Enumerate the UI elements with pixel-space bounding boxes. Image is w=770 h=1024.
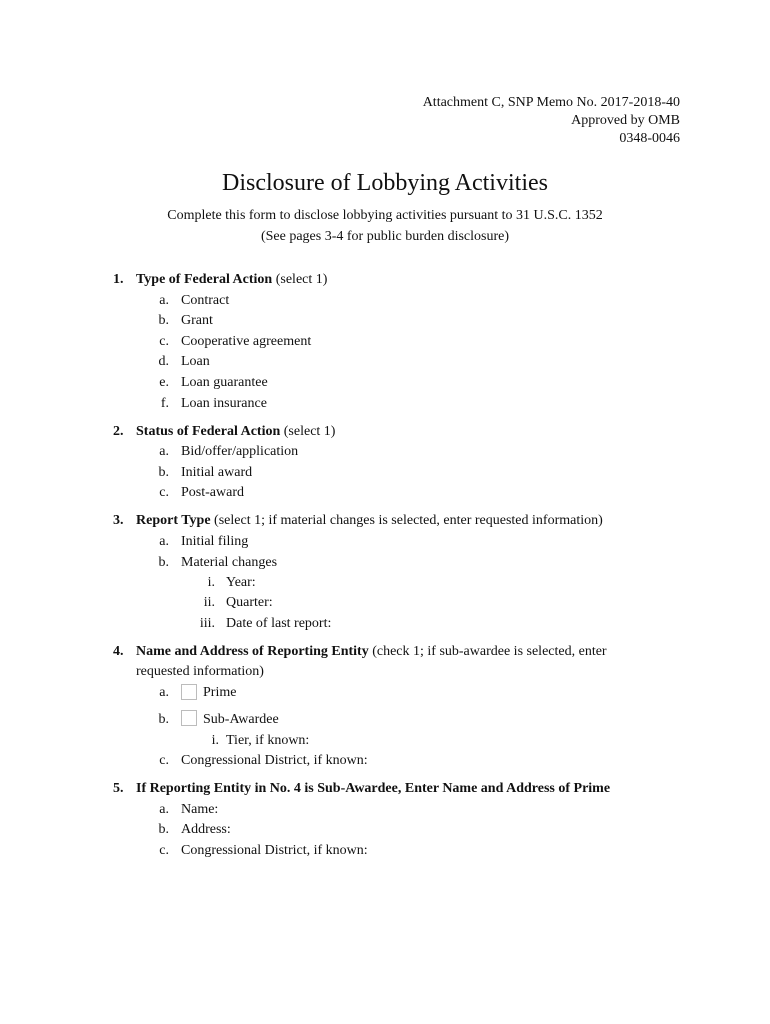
section-title: If Reporting Entity in No. 4 is Sub-Awardee, Enter Name and Address of Prime bbox=[136, 781, 611, 796]
item-text: Date of last report: bbox=[226, 616, 332, 631]
item-text: Loan insurance bbox=[181, 396, 267, 411]
item-text: Cooperative agreement bbox=[181, 334, 312, 349]
item-text: Name: bbox=[181, 802, 219, 817]
item-letter: b. bbox=[158, 555, 169, 570]
item-roman: ii. bbox=[203, 595, 215, 610]
header-approval: Approved by OMB bbox=[571, 113, 680, 128]
item-letter: a. bbox=[159, 293, 169, 308]
item-letter: c. bbox=[159, 753, 169, 768]
item-text: Loan bbox=[181, 354, 210, 369]
item-text: Address: bbox=[181, 822, 231, 837]
sub-awardee-checkbox[interactable] bbox=[181, 710, 197, 726]
section-title: Status of Federal Action bbox=[136, 424, 281, 439]
section-title: Report Type bbox=[136, 513, 211, 528]
item-text: Initial award bbox=[181, 465, 253, 480]
section-2-heading bbox=[113, 422, 335, 442]
item-letter: a. bbox=[159, 685, 169, 700]
item-letter: c. bbox=[159, 843, 169, 858]
item-roman: i. bbox=[211, 733, 219, 748]
item-text: Post-award bbox=[181, 485, 244, 500]
item-letter: f. bbox=[160, 396, 169, 411]
item-letter: a. bbox=[159, 802, 169, 817]
item-text: Loan guarantee bbox=[181, 375, 268, 390]
item-letter: d. bbox=[158, 354, 169, 369]
section-3-heading bbox=[113, 511, 603, 531]
header-attachment: Attachment C, SNP Memo No. 2017-2018-40 bbox=[422, 95, 680, 110]
item-letter: b. bbox=[158, 822, 169, 837]
item-letter: e. bbox=[159, 375, 169, 390]
section-4-heading bbox=[113, 642, 607, 662]
item-letter: b. bbox=[158, 712, 169, 727]
checkbox-label: Prime bbox=[203, 685, 237, 700]
item-text: Tier, if known: bbox=[226, 733, 310, 748]
section-number: 1. bbox=[113, 272, 124, 287]
section-note: (select 1) bbox=[272, 272, 328, 287]
section-number: 2. bbox=[113, 424, 124, 439]
item-letter: b. bbox=[158, 465, 169, 480]
item-letter: a. bbox=[159, 534, 169, 549]
item-text: Contract bbox=[181, 293, 230, 308]
subtitle-burden: (See pages 3-4 for public burden disclosure) bbox=[260, 229, 510, 244]
page-title: Disclosure of Lobbying Activities bbox=[222, 170, 548, 196]
section-note: (select 1; if material changes is selected, enter requested information) bbox=[210, 513, 603, 528]
section-number: 5. bbox=[113, 781, 124, 796]
item-text: Congressional District, if known: bbox=[181, 843, 368, 858]
item-text: Initial filing bbox=[181, 534, 249, 549]
section-note-continued: requested information) bbox=[136, 664, 264, 679]
item-text: Congressional District, if known: bbox=[181, 753, 368, 768]
item-text: Year: bbox=[226, 575, 256, 590]
section-note: (select 1) bbox=[280, 424, 336, 439]
section-title: Name and Address of Reporting Entity bbox=[136, 644, 369, 659]
section-number: 3. bbox=[113, 513, 124, 528]
item-roman: i. bbox=[207, 575, 215, 590]
item-letter: a. bbox=[159, 444, 169, 459]
item-text: Grant bbox=[181, 313, 213, 328]
item-letter: c. bbox=[159, 485, 169, 500]
item-text: Bid/offer/application bbox=[181, 444, 299, 459]
section-title: Type of Federal Action bbox=[136, 272, 273, 287]
section-number: 4. bbox=[113, 644, 124, 659]
item-roman: iii. bbox=[199, 616, 215, 631]
subtitle-instructions: Complete this form to disclose lobbying activities pursuant to 31 U.S.C. 1352 bbox=[167, 208, 603, 223]
item-text: Quarter: bbox=[226, 595, 273, 610]
checkbox-label: Sub-Awardee bbox=[203, 712, 279, 727]
item-letter: b. bbox=[158, 313, 169, 328]
section-1-heading bbox=[113, 270, 327, 290]
item-letter: c. bbox=[159, 334, 169, 349]
item-text: Material changes bbox=[181, 555, 278, 570]
prime-checkbox[interactable] bbox=[181, 684, 197, 700]
header-omb-number: 0348-0046 bbox=[619, 131, 680, 146]
section-note: (check 1; if sub-awardee is selected, enter bbox=[368, 644, 607, 659]
section-5-heading bbox=[113, 779, 610, 799]
